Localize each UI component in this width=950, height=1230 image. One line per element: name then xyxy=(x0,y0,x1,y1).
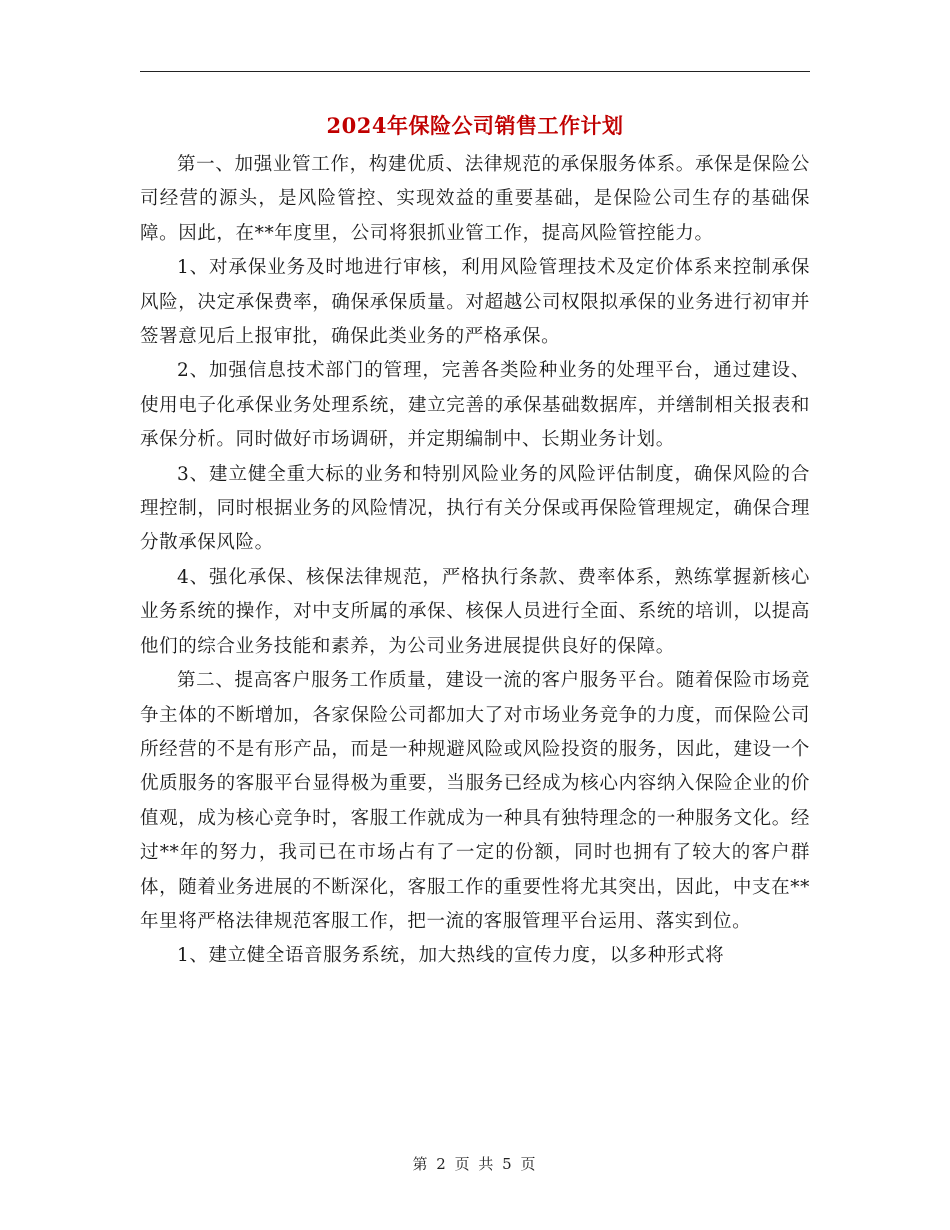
document-title: 2024年保险公司销售工作计划 xyxy=(326,113,624,138)
paragraph: 第二、提高客户服务工作质量，建设一流的客户服务平台。随着保险市场竞争主体的不断增加，各家保险公司都加大了对市场业务竞争的力度，而保险公司所经营的不是有形产品，而是一种规避风险或风险投资的服务，因此，建设一个优质服务的客服平台显得极为重要，当服务已经成为核心内容纳入保险企业的价值观，成为核心竞争时，客服工作就成为一种具有独特理念的一种服务文化。经过**年的努力，我司已在市场占有了一定的份额，同时也拥有了较大的客户群体，随着业务进展的不断深化，客服工作的重要性将尤其突出，因此，中支在**年里将严格法律规范客服工作，把一流的客服管理平台运用、落实到位。 xyxy=(140,670,810,932)
paragraph: 3、建立健全重大标的业务和特别风险业务的风险评估制度，确保风险的合理控制，同时根据业务的风险情况，执行有关分保或再保险管理规定，确保合理分散承保风险。 xyxy=(140,463,810,554)
paragraph: 第一、加强业管工作，构建优质、法律规范的承保服务体系。承保是保险公司经营的源头，是风险管控、实现效益的重要基础，是保险公司生存的基础保障。因此，在**年度里，公司将狠抓业管工作，提高风险管控能力。 xyxy=(140,154,810,244)
page-number: 第 2 页 共 5 页 xyxy=(412,1155,538,1173)
paragraph: 1、建立健全语音服务系统，加大热线的宣传力度，以多种形式将 xyxy=(177,945,725,967)
paragraph: 1、对承保业务及时地进行审核，利用风险管理技术及定价体系来控制承保风险，决定承保费率，确保承保质量。对超越公司权限拟承保的业务进行初审并签署意见后上报审批，确保此类业务的严格承保。 xyxy=(140,257,810,348)
paragraph: 2、加强信息技术部门的管理，完善各类险种业务的处理平台，通过建设、使用电子化承保业务处理系统，建立完善的承保基础数据库，并缮制相关报表和承保分析。同时做好市场调研，并定期编制中、长期业务计划。 xyxy=(140,360,810,451)
header-rule xyxy=(140,71,810,72)
paragraph: 4、强化承保、核保法律规范，严格执行条款、费率体系，熟练掌握新核心业务系统的操作，对中支所属的承保、核保人员进行全面、系统的培训，以提高他们的综合业务技能和素养，为公司业务进展提供良好的保障。 xyxy=(140,566,810,657)
document-body xyxy=(140,148,810,974)
